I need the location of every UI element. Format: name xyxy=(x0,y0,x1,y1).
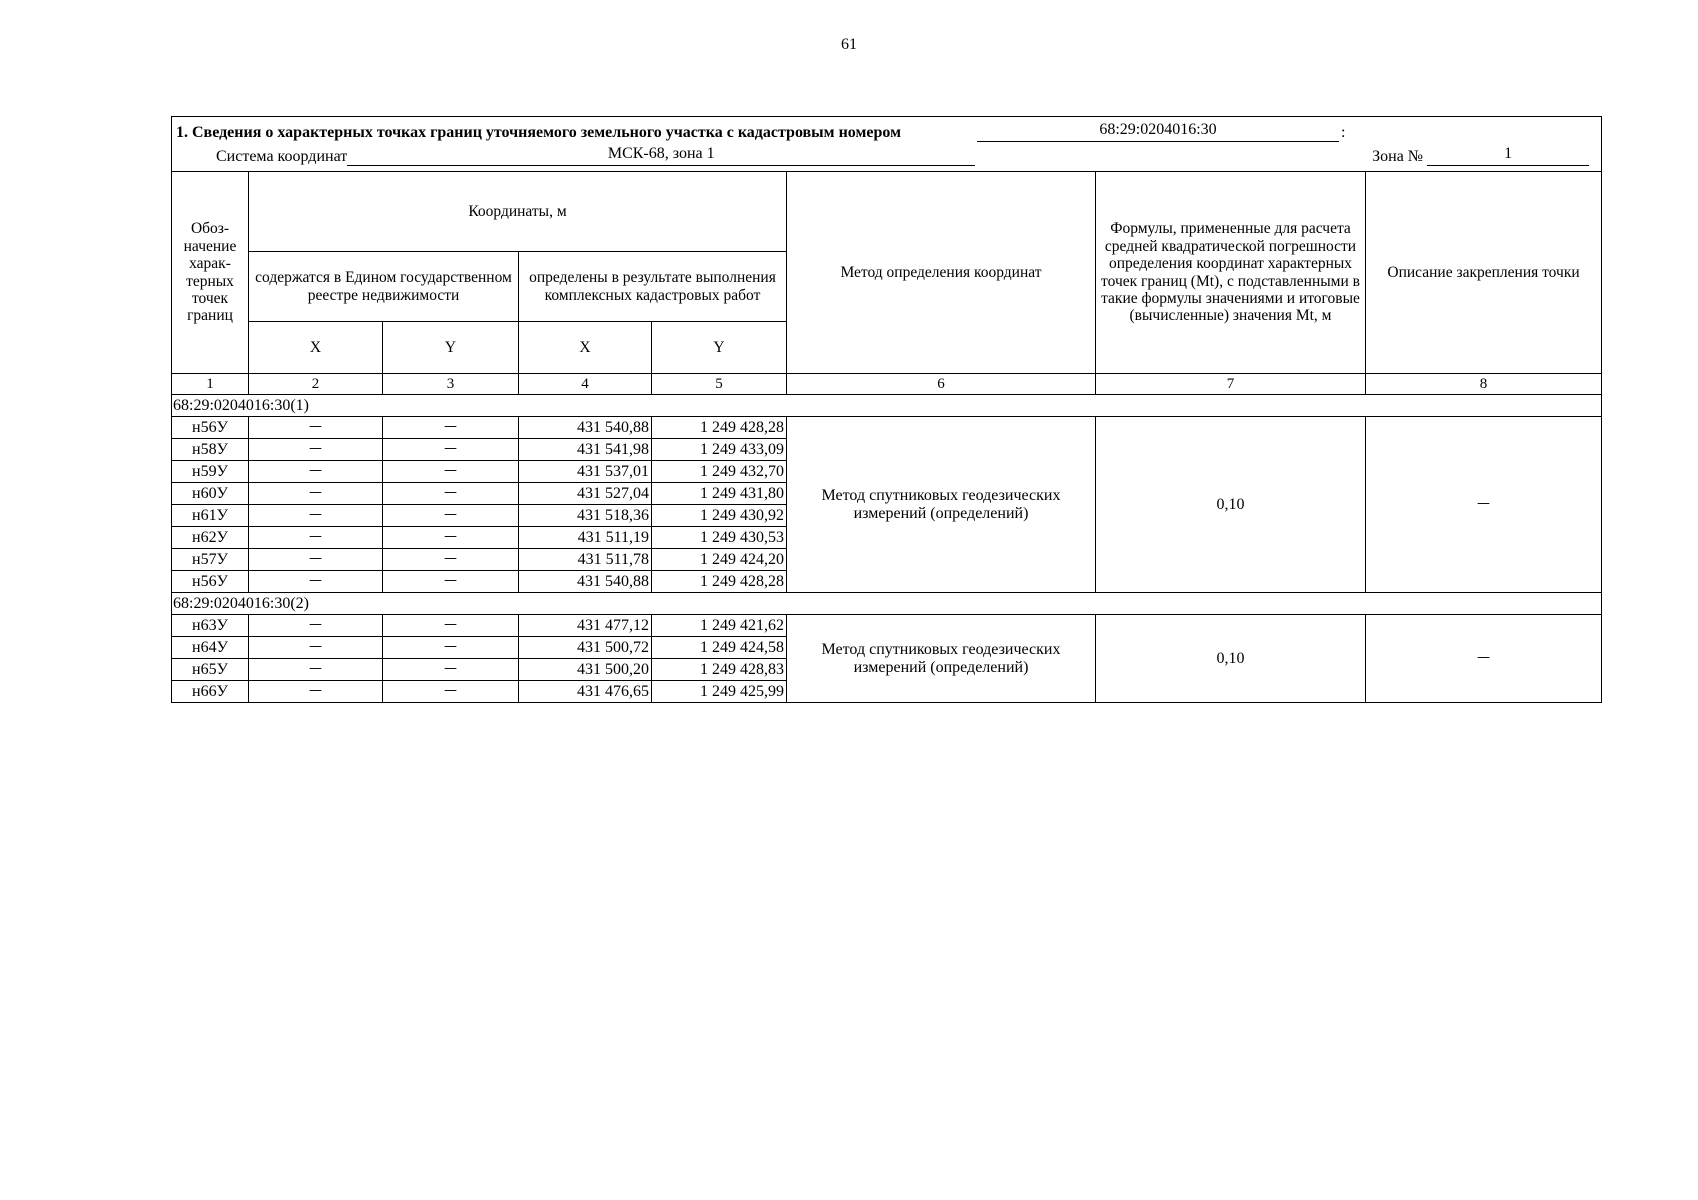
y-coordinate: 1 249 433,09 xyxy=(652,439,787,461)
y-egrn-cell: — xyxy=(383,417,519,439)
column-number: 4 xyxy=(519,374,652,395)
boundary-points-table xyxy=(171,116,1602,703)
x-coordinate: 431 511,19 xyxy=(519,527,652,549)
zone-value: 1 xyxy=(1427,145,1589,166)
y-coordinate: 1 249 428,28 xyxy=(652,571,787,593)
y-egrn-cell: — xyxy=(383,637,519,659)
y-egrn-cell: — xyxy=(383,659,519,681)
x-coordinate: 431 476,65 xyxy=(519,681,652,703)
table-row xyxy=(172,417,1602,439)
x-coordinate: 431 511,78 xyxy=(519,549,652,571)
mt-cell: 0,10 xyxy=(1096,615,1366,703)
col-header-x-egrn: X xyxy=(249,322,383,374)
y-coordinate: 1 249 424,58 xyxy=(652,637,787,659)
group-label: 68:29:0204016:30(2) xyxy=(172,593,1602,615)
column-number: 3 xyxy=(383,374,519,395)
x-coordinate: 431 500,20 xyxy=(519,659,652,681)
x-egrn-cell: — xyxy=(249,571,383,593)
point-name: н56У xyxy=(172,571,249,593)
x-coordinate: 431 477,12 xyxy=(519,615,652,637)
column-number-row xyxy=(172,374,1602,395)
col-header-egrn: содержатся в Едином государственном реестре недвижимости xyxy=(249,252,519,322)
x-egrn-cell: — xyxy=(249,417,383,439)
y-coordinate: 1 249 428,83 xyxy=(652,659,787,681)
y-coordinate: 1 249 424,20 xyxy=(652,549,787,571)
table-row xyxy=(172,615,1602,637)
point-name: н59У xyxy=(172,461,249,483)
x-coordinate: 431 541,98 xyxy=(519,439,652,461)
col-header-formulas: Формулы, примененные для расчета средней квадратической погрешности определения координат характерных точек границ (Mt), с подставленными в такие формулы значениями и итоговые (вычисленные) значения Mt, м xyxy=(1096,172,1366,374)
point-name: н65У xyxy=(172,659,249,681)
y-egrn-cell: — xyxy=(383,505,519,527)
mt-cell: 0,10 xyxy=(1096,417,1366,593)
description-cell: — xyxy=(1366,417,1602,593)
cadastral-number: 68:29:0204016:30 xyxy=(977,121,1339,142)
y-egrn-cell: — xyxy=(383,681,519,703)
description-cell: — xyxy=(1366,615,1602,703)
coord-system-label: Система координат xyxy=(216,148,348,166)
column-number: 6 xyxy=(787,374,1096,395)
x-egrn-cell: — xyxy=(249,615,383,637)
col-header-determined: определены в результате выполнения комплексных кадастровых работ xyxy=(519,252,787,322)
col-header-y: Y xyxy=(652,322,787,374)
y-egrn-cell: — xyxy=(383,571,519,593)
page-number: 61 xyxy=(841,36,857,53)
point-name: н56У xyxy=(172,417,249,439)
y-egrn-cell: — xyxy=(383,483,519,505)
x-egrn-cell: — xyxy=(249,461,383,483)
x-coordinate: 431 527,04 xyxy=(519,483,652,505)
x-coordinate: 431 500,72 xyxy=(519,637,652,659)
group-row xyxy=(172,395,1602,417)
section-title: 1. Сведения о характерных точках границ уточняемого земельного участка с кадастровым номером xyxy=(176,124,901,142)
y-egrn-cell: — xyxy=(383,549,519,571)
column-number: 8 xyxy=(1366,374,1602,395)
group-label: 68:29:0204016:30(1) xyxy=(172,395,1602,417)
y-coordinate: 1 249 432,70 xyxy=(652,461,787,483)
point-name: н58У xyxy=(172,439,249,461)
x-egrn-cell: — xyxy=(249,527,383,549)
col-header-x: X xyxy=(519,322,652,374)
zone-label: Зона № xyxy=(1372,148,1424,166)
col-header-coordinates: Координаты, м xyxy=(249,172,787,252)
y-coordinate: 1 249 431,80 xyxy=(652,483,787,505)
method-cell: Метод спутниковых геодезических измерений (определений) xyxy=(787,417,1096,593)
x-egrn-cell: — xyxy=(249,483,383,505)
x-coordinate: 431 540,88 xyxy=(519,417,652,439)
table-header-block xyxy=(172,117,1602,172)
method-cell: Метод спутниковых геодезических измерений (определений) xyxy=(787,615,1096,703)
y-coordinate: 1 249 430,53 xyxy=(652,527,787,549)
group-row xyxy=(172,593,1602,615)
x-egrn-cell: — xyxy=(249,505,383,527)
col-header-designation: Обоз-начение харак-терных точек границ xyxy=(172,172,249,374)
x-egrn-cell: — xyxy=(249,659,383,681)
point-name: н66У xyxy=(172,681,249,703)
col-header-y-egrn: Y xyxy=(383,322,519,374)
x-coordinate: 431 537,01 xyxy=(519,461,652,483)
col-header-method: Метод определения координат xyxy=(787,172,1096,374)
y-coordinate: 1 249 421,62 xyxy=(652,615,787,637)
point-name: н62У xyxy=(172,527,249,549)
column-number: 2 xyxy=(249,374,383,395)
y-coordinate: 1 249 425,99 xyxy=(652,681,787,703)
point-name: н60У xyxy=(172,483,249,505)
coord-system-value: МСК-68, зона 1 xyxy=(347,145,975,166)
column-number: 1 xyxy=(172,374,249,395)
column-number: 5 xyxy=(652,374,787,395)
x-egrn-cell: — xyxy=(249,549,383,571)
y-egrn-cell: — xyxy=(383,615,519,637)
y-coordinate: 1 249 428,28 xyxy=(652,417,787,439)
point-name: н61У xyxy=(172,505,249,527)
x-egrn-cell: — xyxy=(249,681,383,703)
x-coordinate: 431 518,36 xyxy=(519,505,652,527)
x-egrn-cell: — xyxy=(249,637,383,659)
col-header-description: Описание закрепления точки xyxy=(1366,172,1602,374)
point-name: н63У xyxy=(172,615,249,637)
x-egrn-cell: — xyxy=(249,439,383,461)
y-egrn-cell: — xyxy=(383,439,519,461)
y-egrn-cell: — xyxy=(383,527,519,549)
point-name: н57У xyxy=(172,549,249,571)
x-coordinate: 431 540,88 xyxy=(519,571,652,593)
y-egrn-cell: — xyxy=(383,461,519,483)
column-number: 7 xyxy=(1096,374,1366,395)
y-coordinate: 1 249 430,92 xyxy=(652,505,787,527)
cadastral-colon: : xyxy=(1340,124,1346,142)
point-name: н64У xyxy=(172,637,249,659)
